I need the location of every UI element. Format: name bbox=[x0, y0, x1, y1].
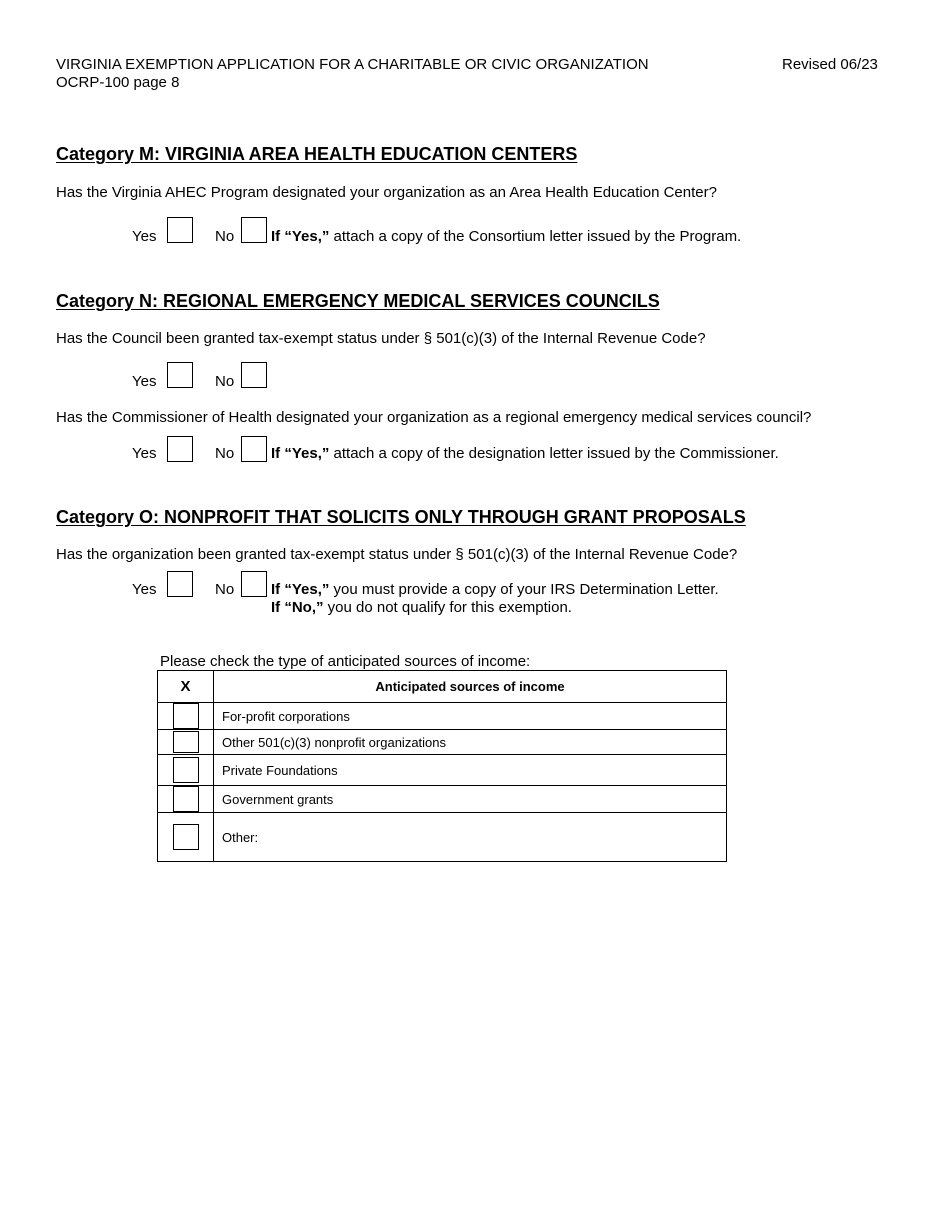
category-n-q2-yes-checkbox[interactable] bbox=[167, 436, 193, 462]
income-table-header-row bbox=[158, 671, 727, 703]
income-nonprofit-checkbox[interactable] bbox=[173, 731, 199, 753]
category-n-q2-no-checkbox[interactable] bbox=[241, 436, 267, 462]
category-n-q2-no-label: No bbox=[215, 445, 235, 462]
income-for-profit-checkbox[interactable] bbox=[173, 703, 199, 729]
form-title: VIRGINIA EXEMPTION APPLICATION FOR A CHARITABLE OR CIVIC ORGANIZATION bbox=[56, 56, 649, 73]
category-o-note-yes-bold: If “Yes,” bbox=[271, 581, 330, 598]
category-o-note-no-text: you do not qualify for this exemption. bbox=[323, 599, 572, 616]
table-row bbox=[158, 703, 727, 730]
revision-date: Revised 06/23 bbox=[782, 56, 878, 73]
income-source-label: Other 501(c)(3) nonprofit organizations bbox=[214, 730, 727, 755]
table-row bbox=[158, 813, 727, 862]
category-n-note-bold: If “Yes,” bbox=[271, 445, 330, 462]
category-n-q1-no-label: No bbox=[215, 373, 235, 390]
income-government-grants-checkbox[interactable] bbox=[173, 786, 199, 812]
category-n-q1-yes-checkbox[interactable] bbox=[167, 362, 193, 388]
category-o-no-label: No bbox=[215, 581, 235, 598]
category-m-question: Has the Virginia AHEC Program designated your organization as an Area Health Education Center? bbox=[56, 184, 717, 201]
category-n-question-1: Has the Council been granted tax-exempt status under § 501(c)(3) of the Internal Revenue Code? bbox=[56, 330, 706, 347]
form-page-number: OCRP-100 page 8 bbox=[56, 74, 180, 91]
table-row bbox=[158, 730, 727, 755]
category-m-note-text: attach a copy of the Consortium letter issued by the Program. bbox=[329, 228, 742, 245]
category-o-note-yes bbox=[271, 581, 719, 598]
category-o-question: Has the organization been granted tax-exempt status under § 501(c)(3) of the Internal Revenue Code? bbox=[56, 546, 738, 563]
income-private-foundations-checkbox[interactable] bbox=[173, 757, 199, 783]
category-n-heading: Category N: REGIONAL EMERGENCY MEDICAL SERVICES COUNCILS bbox=[56, 291, 660, 311]
category-m-heading: Category M: VIRGINIA AREA HEALTH EDUCATION CENTERS bbox=[56, 144, 578, 164]
category-o-no-checkbox[interactable] bbox=[241, 571, 267, 597]
income-source-label: Government grants bbox=[214, 786, 727, 813]
table-row bbox=[158, 755, 727, 786]
category-o-note-no bbox=[271, 599, 572, 616]
category-o-yes-label: Yes bbox=[132, 581, 157, 598]
category-o-note-yes-text: you must provide a copy of your IRS Determination Letter. bbox=[329, 581, 719, 598]
category-m-no-label: No bbox=[215, 228, 235, 245]
income-table-sources-header: Anticipated sources of income bbox=[214, 671, 727, 703]
category-n-q1-yes-label: Yes bbox=[132, 373, 157, 390]
table-row bbox=[158, 786, 727, 813]
category-o-yes-checkbox[interactable] bbox=[167, 571, 193, 597]
income-other-checkbox[interactable] bbox=[173, 824, 199, 850]
category-n-q2-yes-label: Yes bbox=[132, 445, 157, 462]
category-n-q1-no-checkbox[interactable] bbox=[241, 362, 267, 388]
category-n-note-text: attach a copy of the designation letter issued by the Commissioner. bbox=[329, 445, 779, 462]
category-n-note bbox=[271, 445, 779, 462]
income-source-label: Private Foundations bbox=[214, 755, 727, 786]
income-table-x-header: X bbox=[158, 671, 214, 703]
category-m-no-checkbox[interactable] bbox=[241, 217, 267, 243]
income-source-label: Other: bbox=[214, 813, 727, 862]
category-m-note bbox=[271, 228, 741, 245]
category-m-yes-label: Yes bbox=[132, 228, 157, 245]
income-sources-prompt: Please check the type of anticipated sources of income: bbox=[160, 653, 531, 670]
category-m-yes-checkbox[interactable] bbox=[167, 217, 193, 243]
category-o-heading: Category O: NONPROFIT THAT SOLICITS ONLY THROUGH GRANT PROPOSALS bbox=[56, 507, 746, 527]
income-sources-table bbox=[157, 670, 727, 862]
category-n-question-2: Has the Commissioner of Health designated your organization as a regional emergency medical services council? bbox=[56, 409, 812, 426]
category-m-note-bold: If “Yes,” bbox=[271, 228, 330, 245]
category-o-note-no-bold: If “No,” bbox=[271, 599, 324, 616]
income-source-label: For-profit corporations bbox=[214, 703, 727, 730]
